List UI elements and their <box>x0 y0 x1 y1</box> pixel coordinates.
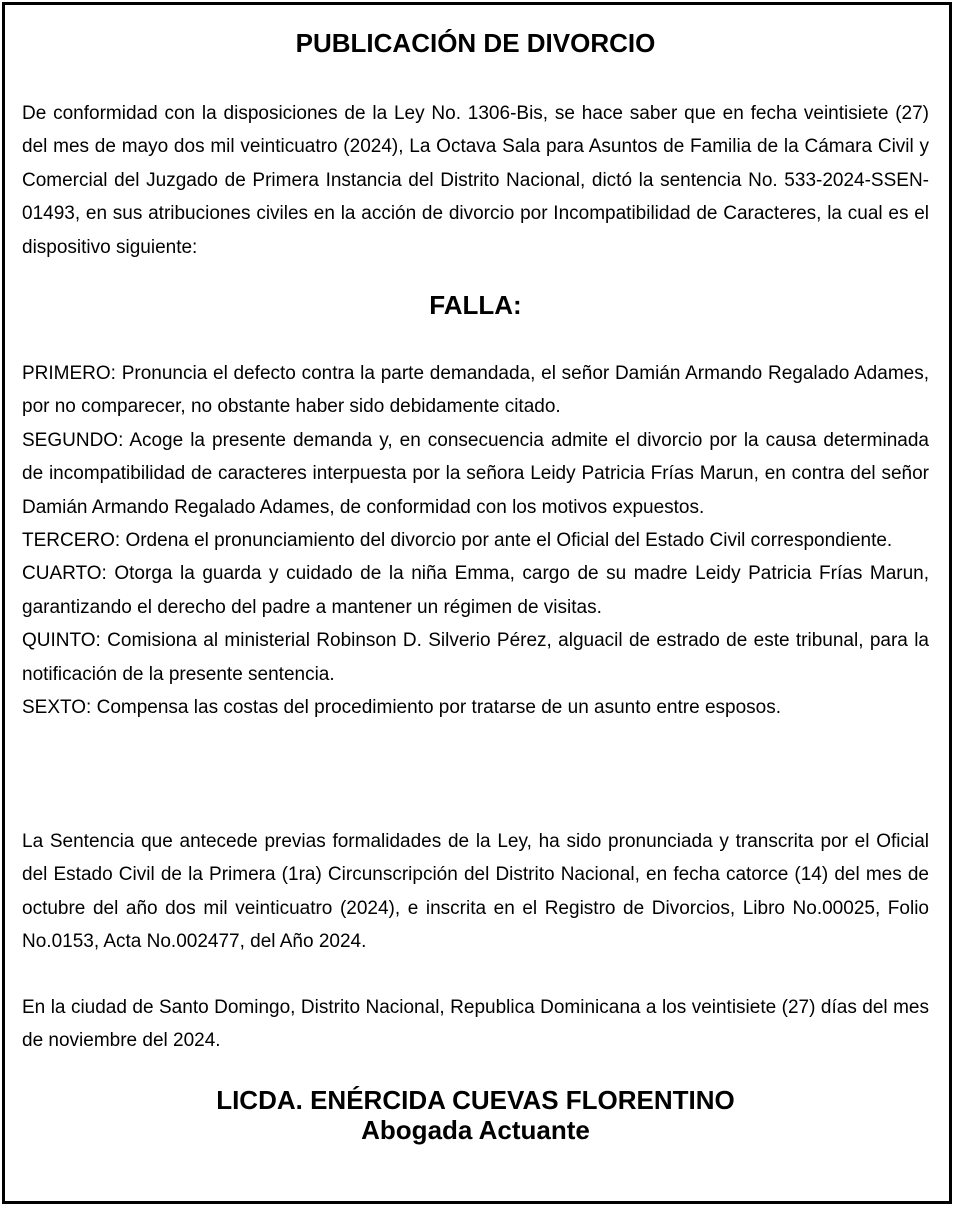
resolution-cuarto: CUARTO: Otorga la guarda y cuidado de la niña Emma, cargo de su madre Leidy Patricia Frías Marun, garantizando el derecho del padre a mantener un régimen de visitas. <box>22 563 929 618</box>
closing-paragraph: La Sentencia que antecede previas formalidades de la Ley, ha sido pronunciada y transcrita por el Oficial del Estado Civil de la Primera (1ra) Circunscripción del Distrito Nacional, en fecha catorce (14) del mes de octubre del año dos mil veinticuatro (2024), e inscrita en el Registro de Divorcios, Libro No.00025, Folio No.0153, Acta No.002477, del Año 2024. <box>22 831 929 953</box>
signature-block <box>22 1085 929 1145</box>
resolution-quinto: QUINTO: Comisiona al ministerial Robinson D. Silverio Pérez, alguacil de estrado de este tribunal, para la notificación de la presente sentencia. <box>22 630 929 685</box>
resolution-sexto: SEXTO: Compensa las costas del procedimiento por tratarse de un asunto entre esposos. <box>22 697 782 719</box>
resolution-tercero: TERCERO: Ordena el pronunciamiento del divorcio por ante el Oficial del Estado Civil correspondiente. <box>22 530 893 552</box>
intro-paragraph: De conformidad con la disposiciones de la Ley No. 1306-Bis, se hace saber que en fecha veintisiete (27) del mes de mayo dos mil veinticuatro (2024), La Octava Sala para Asuntos de Familia de la Cámara Civil y Comercial del Juzgado de Primera Instancia del Distrito Nacional, dictó la sentencia No. 533-2024-SSEN-01493, en sus atribuciones civiles en la acción de divorcio por Incompatibilidad de Caracteres, la cual es el dispositivo siguiente: <box>22 103 929 258</box>
resolution-segundo: SEGUNDO: Acoge la presente demanda y, en consecuencia admite el divorcio por la causa determinada de incompatibilidad de caracteres interpuesta por la señora Leidy Patricia Frías Marun, en contra del señor Damián Armando Regalado Adames, de conformidad con los motivos expuestos. <box>22 429 929 518</box>
signature-name: LICDA. ENÉRCIDA CUEVAS FLORENTINO <box>216 1085 735 1115</box>
signature-role: Abogada Actuante <box>361 1115 590 1145</box>
notice-frame <box>2 2 952 1204</box>
falla-heading: FALLA: <box>429 290 522 320</box>
notice-title: PUBLICACIÓN DE DIVORCIO <box>295 28 656 58</box>
city-date-paragraph: En la ciudad de Santo Domingo, Distrito Nacional, Republica Dominicana a los veintisiete (27) días del mes de noviembre del 2024. <box>22 997 929 1052</box>
resolutions-list <box>22 357 929 724</box>
resolution-primero: PRIMERO: Pronuncia el defecto contra la parte demandada, el señor Damián Armando Regalado Adames, por no comparecer, no obstante haber sido debidamente citado. <box>22 363 929 418</box>
